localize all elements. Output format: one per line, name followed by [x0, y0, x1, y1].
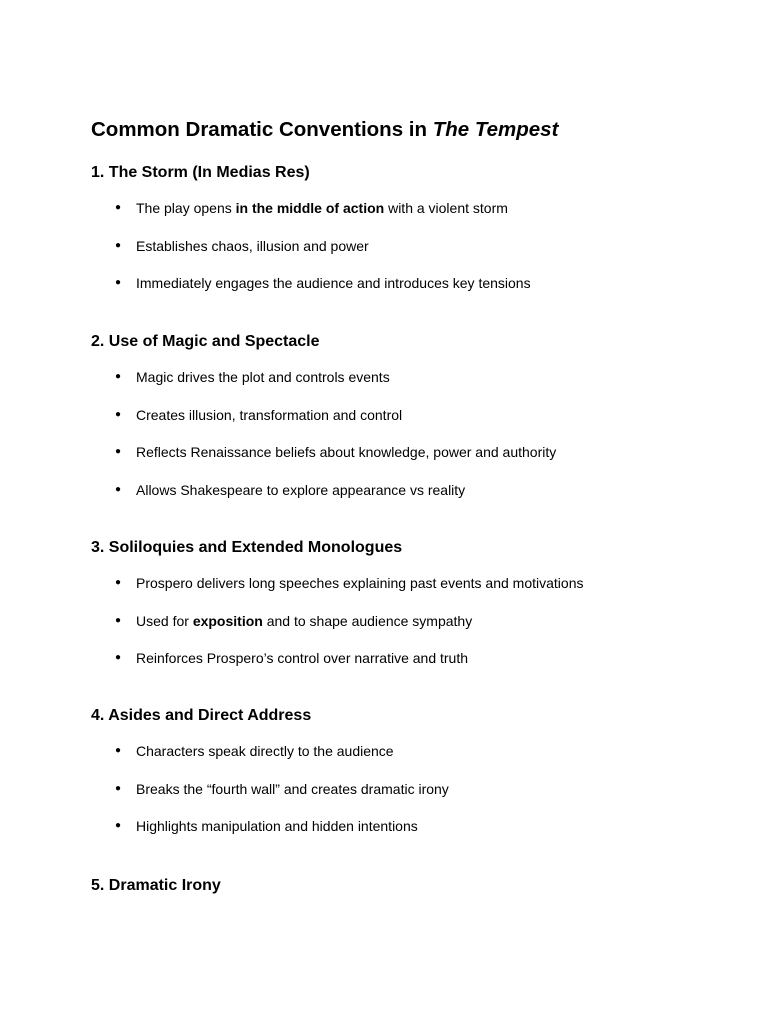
list-item — [91, 741, 731, 779]
section-storm — [91, 162, 731, 311]
bullet-text: Magic drives the plot and controls events — [136, 369, 390, 385]
list-item — [91, 442, 731, 480]
bold-phrase: in the middle of action — [235, 200, 385, 216]
bold-phrase: exposition — [192, 612, 263, 629]
bullet-dot-icon: ● — [115, 745, 122, 756]
document-title-italic: The Tempest — [432, 118, 559, 141]
list-item — [91, 198, 731, 236]
list-item — [91, 573, 731, 611]
section-dramatic-irony — [91, 875, 731, 897]
list-item — [91, 816, 731, 854]
bullet-text: Characters speak directly to the audience — [136, 743, 394, 759]
bullet-dot-icon: ● — [115, 782, 122, 794]
bullet-list — [91, 367, 731, 517]
document-title-prefix: Common Dramatic Conventions in — [91, 118, 433, 141]
list-item — [91, 480, 731, 518]
section-heading: 1. The Storm (In Medias Res) — [91, 164, 310, 181]
bullet-list — [91, 198, 731, 311]
bullet-dot-icon: ● — [115, 202, 122, 213]
bullet-dot-icon: ● — [115, 446, 122, 457]
bullet-list — [91, 573, 731, 686]
bullet-text: Reinforces Prospero’s control over narrative and truth — [136, 650, 469, 666]
bullet-text: Allows Shakespeare to explore appearance vs reality — [136, 481, 466, 498]
bullet-dot-icon: ● — [115, 652, 122, 663]
section-heading: 3. Soliloquies and Extended Monologues — [91, 539, 403, 556]
bullet-text: Breaks the “fourth wall” and creates dramatic irony — [136, 780, 449, 797]
list-item — [91, 405, 731, 443]
section-heading: 2. Use of Magic and Spectacle — [91, 333, 320, 350]
list-item — [91, 273, 731, 311]
section-soliloquies — [91, 537, 731, 686]
section-magic — [91, 331, 731, 517]
bullet-dot-icon: ● — [115, 820, 122, 831]
bullet-dot-icon: ● — [115, 371, 122, 382]
section-asides — [91, 705, 731, 854]
bullet-text: Establishes chaos, illusion and power — [136, 237, 369, 254]
section-heading: 4. Asides and Direct Address — [91, 707, 312, 724]
bullet-text: Prospero delivers long speeches explaining past events and motivations — [136, 575, 584, 591]
bullet-dot-icon: ● — [115, 577, 122, 588]
bullet-text: Creates illusion, transformation and control — [136, 406, 403, 423]
bullet-list — [91, 741, 731, 854]
bullet-dot-icon: ● — [115, 277, 122, 288]
document-title — [91, 116, 558, 144]
bullet-dot-icon: ● — [115, 614, 122, 626]
bullet-text: Immediately engages the audience and introduces key tensions — [136, 275, 531, 291]
bullet-dot-icon: ● — [115, 239, 122, 251]
bullet-dot-icon: ● — [115, 408, 122, 420]
bullet-text: The play opens in the middle of action with a violent storm — [136, 200, 508, 216]
list-item — [91, 236, 731, 274]
section-heading: 5. Dramatic Irony — [91, 877, 221, 894]
bullet-dot-icon: ● — [115, 483, 122, 495]
bullet-text: Used for exposition and to shape audience sympathy — [136, 612, 473, 629]
bullet-text: Highlights manipulation and hidden intentions — [136, 818, 418, 834]
list-item — [91, 367, 731, 405]
list-item — [91, 648, 731, 686]
list-item — [91, 611, 731, 649]
list-item — [91, 779, 731, 817]
bullet-text: Reflects Renaissance beliefs about knowledge, power and authority — [136, 444, 557, 460]
